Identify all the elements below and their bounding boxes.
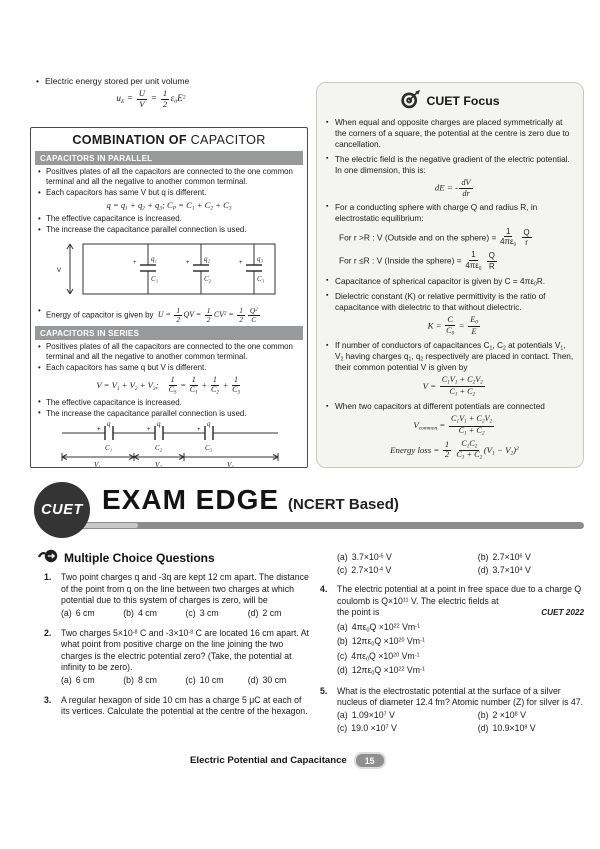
combination-title-light: CAPACITOR (190, 133, 266, 147)
capacitor-label: C₁ (105, 443, 113, 452)
parallel-banner: CAPACITORS IN PARALLEL (35, 151, 303, 165)
energy-bullet: • Energy of capacitor is given by U = $\frac{1}{2}$ QV = $\frac{1}{2}$ $CV^2$ = $\frac{1}{2}$ $\frac{Q^2}{C}$ (38, 307, 302, 325)
charge-label: q₃ (257, 254, 263, 263)
question-2: 2. Two charges $5\times 10^{-8}$ C and $-3\times 10^{-8}$ C are located 16 cm apart. At what point from positive charge on the line joining the two charges is the electric potential zero? (Take, the potential at infinity to be zero). (a) 6 cm (b) 8 cm (c) 10 cm (d) 30 cm (44, 627, 309, 686)
voltage-label: V₁ (94, 460, 101, 468)
combination-of-capacitor-box (30, 127, 308, 468)
charge-label: q (107, 419, 111, 428)
mcq-heading (38, 549, 215, 566)
focus-item: ▪ When two capacitors at different potentials are connected $V_{common}$ = $\frac{C_1V_1 + C_2V_2}{C_1 + C_2}$ Energy loss = $\frac{1}{2}$ $\frac{C_1C_2}{C_1 + C_2}$ $(V_1 - V_2)^2$ (326, 402, 574, 461)
question-1: 1. Two point charges q and -3q are kept 12 cm apart. The distance of the point from q on the line between two charges at which potential due to this system of charges is zero, will be (a) 6 cm (b) 4 cm (c) 3 cm (d) 2 cm (44, 572, 309, 619)
bullet-item: • Positives plates of all the capacitors are connected to the one common terminal and all the negative to another common terminal. (38, 342, 302, 362)
dielectric-formula: K = $\frac{C}{C_0}$ = $\frac{E_0}{E}$ (427, 315, 478, 337)
capacitor-label: C₂ (204, 274, 212, 283)
series-circuit-diagram (35, 421, 303, 468)
cuet-focus-title: CUET Focus (426, 94, 500, 108)
mcq-column-left (44, 572, 310, 726)
parallel-circuit-diagram (35, 238, 303, 305)
focus-item: ▪ When equal and opposite charges are placed symmetrically at the corners of a square, the potential at the centre is zero due to cancellation. (326, 118, 574, 150)
focus-item: ▪ If number of conductors of capacitances $C_1$, $C_2$ at potentials $V_1$, $V_2$ having charges $q_1$, $q_2$ respectively are placed in contact. Then, their common potential V is given by V = $\frac{C_1V_1 + C_2V_2}{C_1 + C_2}$ (326, 341, 574, 398)
sphere-outside-formula: For r >R : V (Outside and on the sphere) = $\frac{1}{4\pi\varepsilon_0}$ $\frac{Q}{r}$ (339, 226, 530, 248)
question-3-options: (a) $3.7\times 10^{-6}$ V (b) $2.7\times 10^6$ V (c) $2.7\times 10^{-4}$ V (d) $3.7\times 10^4$ V (337, 551, 531, 575)
parallel-energy-formula: U = $\frac{1}{2}$ QV = $\frac{1}{2}$ $CV^2$ = $\frac{1}{2}$ $\frac{Q^2}{C}$ (157, 305, 258, 325)
bullet-item: • The increase the capacitance parallel connection is used. (38, 225, 302, 235)
question-3: 3. A regular hexagon of side 10 cm has a charge 5 μC at each of its vertices. Calculate the potential at the centre of the hexagon. (44, 694, 308, 717)
voltage-label: V₂ (155, 460, 162, 468)
bullet-item: • Positives plates of all the capacitors are connected to the one common terminal and all the negative to another common terminal. (38, 167, 302, 187)
plus-sign: + (186, 259, 190, 266)
energy-density-formula: $u_E$ = $\frac{U}{V}$ = $\frac{1}{2}$ $\varepsilon_0E^2$ (116, 88, 186, 110)
vcommon-formula: $V_{common}$ = $\frac{C_1V_1 + C_2V_2}{C_1 + C_2}$ (413, 414, 493, 437)
mcq-heading-text: Multiple Choice Questions (64, 550, 215, 565)
bullet-item: • The effective capacitance is increased. (38, 214, 302, 224)
combination-title (35, 133, 303, 147)
exam-edge-title: EXAM EDGE (102, 484, 280, 515)
bullet-item: • The increase the capacitance parallel connection is used. (38, 409, 302, 419)
focus-item: ▪ Dielectric constant (K) or relative permittivity is the ratio of capacitance with dielectric to that without dielectric. K = $\frac{C}{C_0}$ = $\frac{E_0}{E}$ (326, 292, 574, 337)
gradient-formula: dE = - $\frac{dV}{dr}$ (434, 177, 471, 198)
charge-label: q₁ (151, 254, 157, 263)
parallel-v-label: V (57, 267, 62, 274)
plus-sign: + (147, 426, 151, 433)
parallel-formula: $q = q_1 + q_2 + q_3$; $C_P = C_1 + C_2 + C_3$ (106, 200, 232, 213)
focus-item: ▪ Capacitance of spherical capacitor is given by $C = 4\pi\varepsilon_0R$. (326, 277, 574, 288)
arrow-circle-icon (38, 549, 58, 566)
plus-sign: + (97, 426, 101, 433)
exam-edge-band (30, 482, 584, 546)
series-formula: $V = V_1 + V_2 + V_3$; $\frac{1}{C_S}$ = $\frac{1}{C_1}$ + $\frac{1}{C_2}$ + $\frac{1}{C_3}$ (96, 374, 240, 396)
plus-sign: + (133, 259, 137, 266)
bullet-item: • Each capacitors has same V but q is different. (38, 188, 302, 198)
plus-sign: + (239, 259, 243, 266)
capacitor-label: C₃ (205, 443, 213, 452)
cuet-focus-header (326, 89, 574, 113)
page-number-badge: 15 (354, 752, 386, 769)
question-3-options-block (320, 550, 584, 576)
bullet-item: • Each capacitors has same q but V is different. (38, 363, 302, 373)
charge-label: q (157, 419, 161, 428)
capacitor-label: C₁ (151, 274, 159, 283)
question-4-options: (a) $4\pi\varepsilon_0Q \times 10^{22}$ $Vm^{-1}$ (b) $12\pi\varepsilon_0Q \times 10^{20}$ $Vm^{-1}$ (c) $4\pi\varepsilon_0Q \times 10^{20}$ $Vm^{-1}$ (d) $12\pi\varepsilon_0Q \times 10^{22}$ $Vm^{-1}$ (337, 621, 425, 678)
question-4: 4. The electric potential at a point in free space due to a charge Q coulomb is $Q\times 10^{11}$ V. The electric fields at the point is CUET 2022 (a) $4\pi\varepsilon_0Q \times 10^{22}$ $Vm^{-1}$ (b) $12\pi\varepsilon_0Q \times 10^{20}$ $Vm^{-1}$ (c) $4\pi\varepsilon_0Q \times 10^{20}$ $Vm^{-1}$ (d) $12\pi\varepsilon_0Q \times 10^{22}$ $Vm^{-1}$ (320, 584, 584, 678)
page-footer (190, 752, 386, 769)
question-5-options: (a) $1.09\times 10^7$ V (b) $2 \times 10^8$ V (c) $19.0 \times 10^7$ V (d) $10.9\times 10^8$ V (337, 710, 536, 734)
capacitor-label: C₂ (155, 443, 163, 452)
intro-bullet-text: • Electric energy stored per unit volume (36, 76, 312, 87)
question-1-options: (a) 6 cm (b) 4 cm (c) 3 cm (d) 2 cm (61, 608, 282, 619)
cuet-2022-tag: CUET 2022 (541, 608, 584, 618)
question-2-options: (a) 6 cm (b) 8 cm (c) 10 cm (d) 30 cm (61, 675, 287, 686)
sphere-inside-formula: For r ≤R : V (Inside the sphere) = $\frac{1}{4\pi\varepsilon_0}$ $\frac{Q}{R}$ (339, 250, 495, 272)
energy-density-note (36, 76, 312, 111)
charge-label: q₂ (204, 254, 210, 263)
series-banner: CAPACITORS IN SERIES (35, 326, 303, 340)
bullet-item: • The effective capacitance is increased. (38, 398, 302, 408)
chapter-title: Electric Potential and Capacitance (190, 755, 347, 766)
cuet-badge: CUET (34, 482, 90, 538)
energy-loss-formula: Energy loss = $\frac{1}{2}$ $\frac{C_1C_2}{C_1 + C_2}$ $(V_1 - V_2)^2$ (390, 438, 519, 462)
mcq-column-right (320, 550, 584, 743)
combination-title-strong: COMBINATION OF (72, 133, 187, 147)
charge-label: q (207, 419, 211, 428)
voltage-label: V₃ (227, 460, 234, 468)
focus-item: ▪ For a conducting sphere with charge Q and radius R, in electrostatic equilibrium: For r >R : V (Outside and on the sphere) = $\frac{1}{4\pi\varepsilon_0}$ $\frac{Q}{r}$ For r ≤R : V (Inside the sphere) = $\frac{1}{4\pi\varepsilon_0}$ $\frac{Q}{R}$ (326, 203, 574, 272)
focus-item: ▪ The electric field is the negative gradient of the electric potential. In one dimension, this is: dE = - $\frac{dV}{dr}$ (326, 155, 574, 199)
cuet-focus-box (316, 82, 584, 468)
question-5: 5. What is the electrostatic potential at the surface of a silver nucleus of diameter 12.4 fm? Atomic number (Z) for silver is 47. (a) $1.09\times 10^7$ V (b) $2 \times 10^8$ V (c) $19.0 \times 10^7$ V (d) $10.9\times 10^8$ V (320, 685, 584, 734)
plus-sign: + (197, 426, 201, 433)
exam-edge-subtitle: (NCERT Based) (288, 496, 399, 513)
target-dart-icon (400, 89, 421, 113)
capacitor-label: C₃ (257, 274, 265, 283)
common-potential-formula: V = $\frac{C_1V_1 + C_2V_2}{C_1 + C_2}$ (422, 374, 483, 398)
